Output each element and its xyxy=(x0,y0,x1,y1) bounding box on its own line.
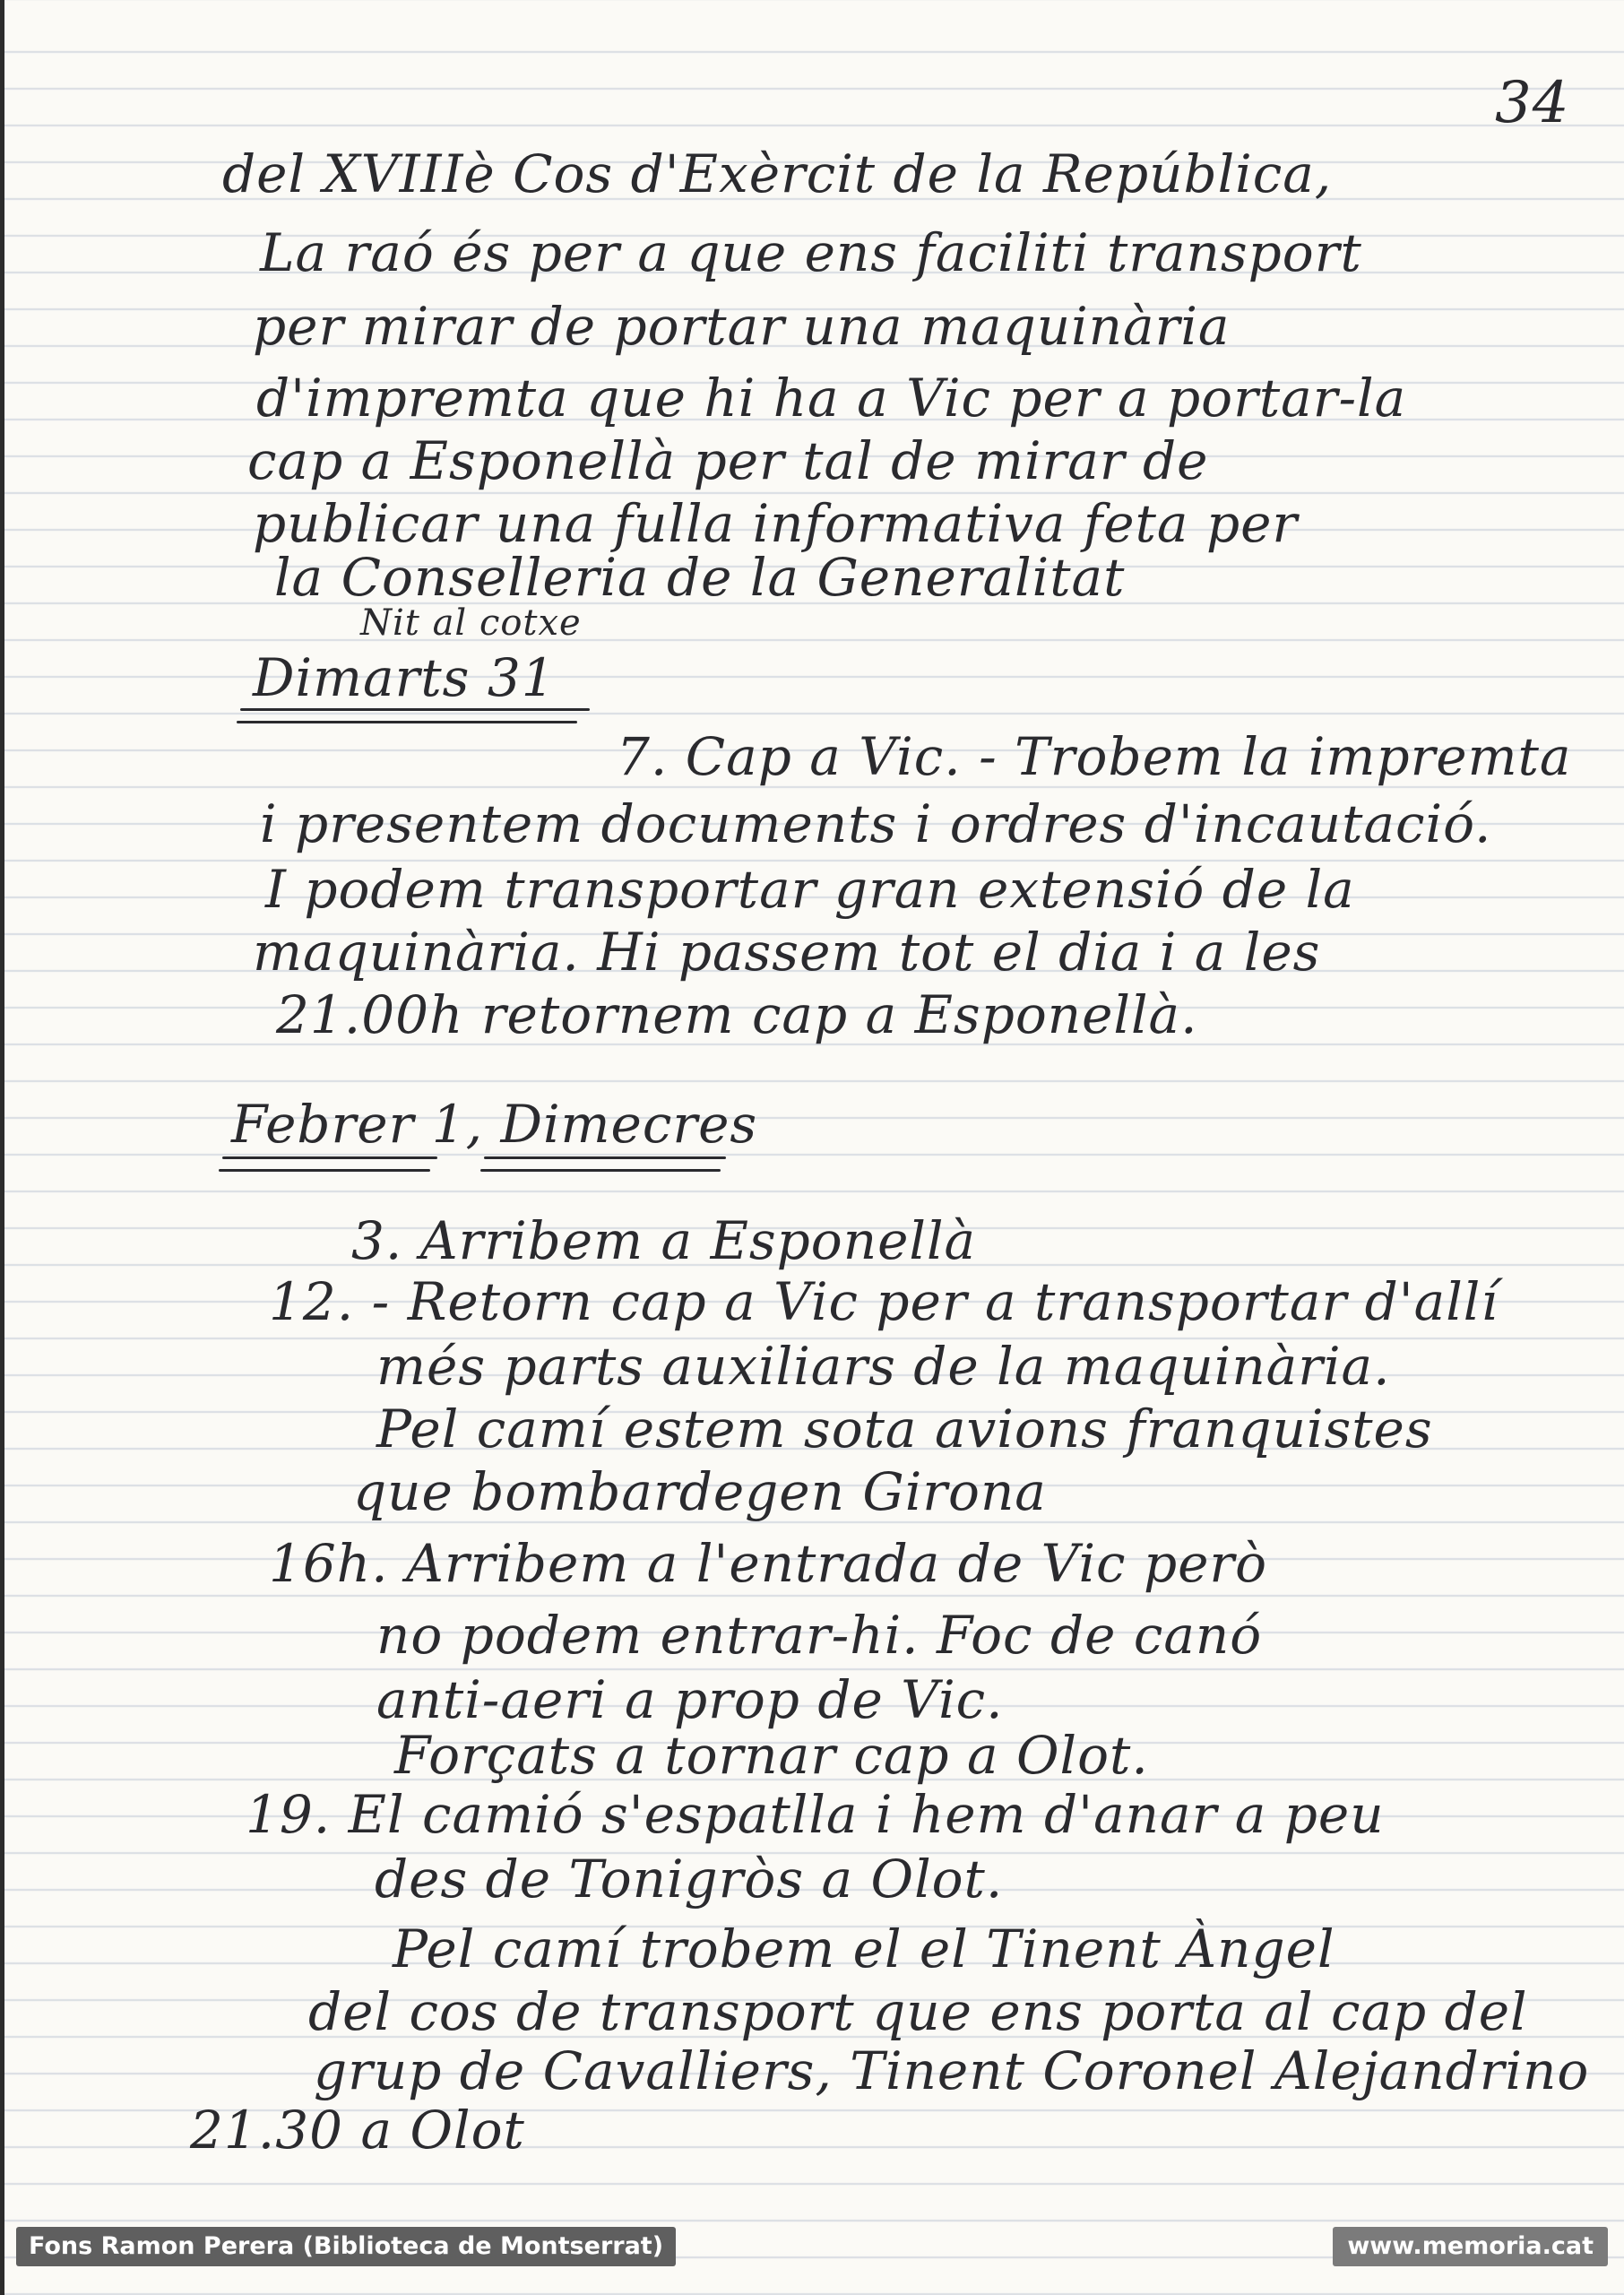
handwritten-line: 3. Arribem a Esponellà xyxy=(351,1210,977,1271)
handwritten-line: I podem transportar gran extensió de la xyxy=(265,859,1355,920)
handwritten-line: 21.00h retornem cap a Esponellà. xyxy=(276,984,1198,1045)
underline xyxy=(222,1156,437,1159)
date-heading: Febrer 1, Dimecres xyxy=(231,1094,758,1155)
underline xyxy=(484,1156,726,1159)
page-edge xyxy=(0,0,4,2295)
handwritten-line: La raó és per a que ens faciliti transport xyxy=(260,222,1362,283)
source-label: Fons Ramon Perera (Biblioteca de Montserrat) xyxy=(16,2227,676,2266)
underline xyxy=(480,1169,721,1172)
page-number: 34 xyxy=(1495,70,1570,136)
handwritten-line: maquinària. Hi passem tot el dia i a les xyxy=(253,922,1321,983)
handwritten-line: per mirar de portar una maquinària xyxy=(253,296,1231,357)
handwritten-line: d'impremta que hi ha a Vic per a portar-la xyxy=(256,368,1407,429)
handwritten-line: 7. Cap a Vic. - Trobem la impremta xyxy=(617,726,1572,787)
handwritten-line: no podem entrar-hi. Foc de canó xyxy=(376,1605,1263,1666)
handwritten-line: des de Tonigròs a Olot. xyxy=(375,1849,1004,1910)
handwritten-line: grup de Cavalliers, Tinent Coronel Alejandrino xyxy=(314,2040,1590,2101)
handwritten-line: 12. - Retorn cap a Vic per a transportar d'allí xyxy=(269,1271,1499,1332)
handwritten-line: la Conselleria de la Generalitat xyxy=(274,547,1126,608)
handwritten-line: 21.30 a Olot xyxy=(190,2100,525,2161)
handwritten-line: Forçats a tornar cap a Olot. xyxy=(394,1725,1149,1786)
handwritten-line: anti-aeri a prop de Vic. xyxy=(376,1669,1004,1730)
underline xyxy=(219,1169,430,1172)
handwritten-line: publicar una fulla informativa feta per xyxy=(253,493,1299,554)
handwritten-line: cap a Esponellà per tal de mirar de xyxy=(247,430,1209,491)
handwritten-line: que bombardegen Girona xyxy=(353,1461,1047,1522)
handwritten-line: del cos de transport que ens porta al cap del xyxy=(308,1981,1528,2042)
handwritten-line: Pel camí estem sota avions franquistes xyxy=(376,1399,1433,1459)
underline xyxy=(240,708,590,711)
handwritten-line: del XVIIIè Cos d'Exèrcit de la República, xyxy=(222,143,1333,204)
underline xyxy=(237,721,577,723)
date-heading: Dimarts 31 xyxy=(253,647,556,708)
handwritten-line: i presentem documents i ordres d'incautació. xyxy=(260,793,1492,854)
handwritten-line: 16h. Arribem a l'entrada de Vic però xyxy=(269,1533,1268,1594)
handwritten-line: Pel camí trobem el el Tinent Àngel xyxy=(393,1918,1335,1979)
website-link[interactable]: www.memoria.cat xyxy=(1333,2227,1608,2266)
handwritten-line: més parts auxiliars de la maquinària. xyxy=(376,1336,1391,1397)
handwritten-line: 19. El camió s'espatlla i hem d'anar a peu xyxy=(246,1784,1385,1845)
handwritten-note: Nit al cotxe xyxy=(360,602,582,644)
